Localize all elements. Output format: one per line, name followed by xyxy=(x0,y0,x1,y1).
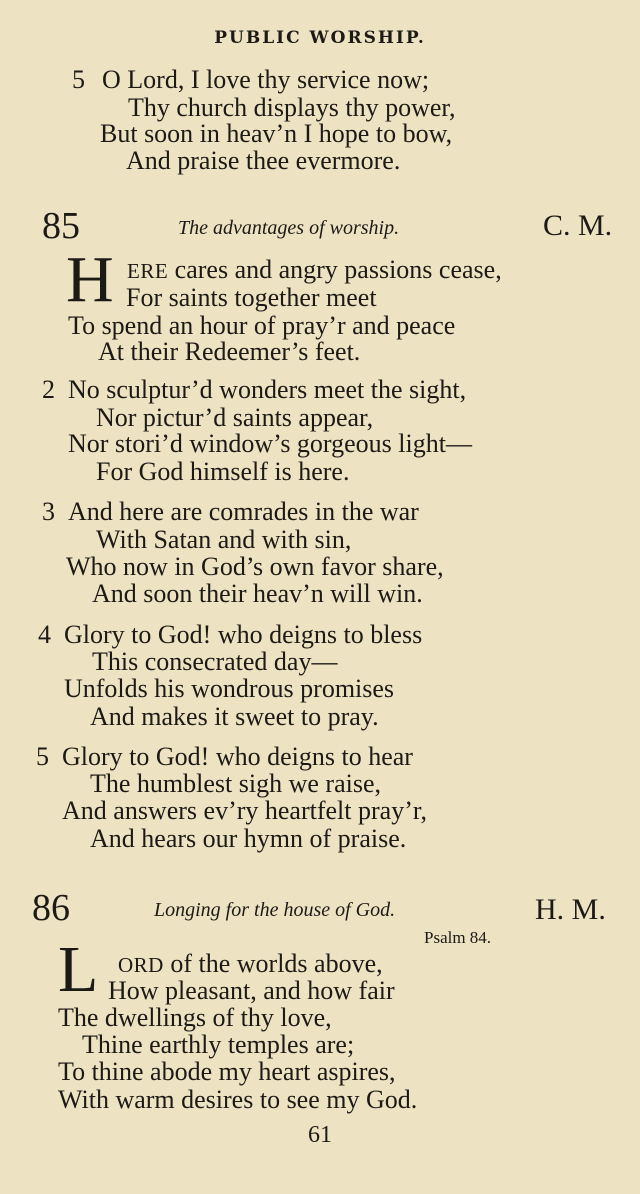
stanza-number: 5 xyxy=(72,65,85,94)
verse-line: And answers ev’ry heartfelt pray’r, xyxy=(62,796,427,825)
verse-line: And praise thee evermore. xyxy=(126,146,401,175)
drop-cap: H xyxy=(66,243,114,316)
verse-line: At their Redeemer’s feet. xyxy=(98,337,361,366)
verse-line-rest: of the worlds above, xyxy=(170,949,383,978)
verse-line: And makes it sweet to pray. xyxy=(90,702,379,731)
stanza-number: 4 xyxy=(38,620,51,649)
verse-line: With warm desires to see my God. xyxy=(58,1085,418,1114)
hymn-title: Longing for the house of God. xyxy=(154,899,396,921)
verse-line xyxy=(118,950,383,979)
verse-line: And soon their heav’n will win. xyxy=(92,579,423,608)
running-header: PUBLIC WORSHIP. xyxy=(214,28,426,48)
verse-line: For saints together meet xyxy=(126,283,377,312)
verse-line: Who now in God’s own favor share, xyxy=(66,552,444,581)
stanza-number: 5 xyxy=(36,742,49,771)
drop-cap: L xyxy=(58,933,99,1006)
verse-line: Glory to God! who deigns to bless xyxy=(64,620,423,649)
verse-line: No sculptur’d wonders meet the sight, xyxy=(68,375,467,404)
first-word-smallcaps: ORD xyxy=(118,953,164,977)
verse-line-rest: cares and angry passions cease, xyxy=(174,255,502,284)
first-word-smallcaps: ERE xyxy=(127,259,169,283)
verse-line: Thine earthly temples are; xyxy=(82,1030,355,1059)
verse-line: The humblest sigh we raise, xyxy=(90,769,381,798)
verse-line xyxy=(127,256,502,285)
verse-line: O Lord, I love thy service now; xyxy=(102,65,430,94)
hymn-number: 85 xyxy=(42,205,80,247)
stanza-number: 2 xyxy=(42,375,55,404)
hymn-number: 86 xyxy=(32,887,70,929)
verse-line: And here are comrades in the war xyxy=(68,497,419,526)
page-number: 61 xyxy=(308,1122,332,1148)
verse-line: Nor pictur’d saints appear, xyxy=(96,403,374,432)
stanza-number: 3 xyxy=(42,497,55,526)
psalm-reference: Psalm 84. xyxy=(424,928,492,947)
hymn-meter: C. M. xyxy=(543,209,613,242)
verse-line: With Satan and with sin, xyxy=(96,525,352,554)
verse-line: To thine abode my heart aspires, xyxy=(58,1057,396,1086)
hymn-meter: H. M. xyxy=(535,893,606,926)
verse-line: This consecrated day— xyxy=(92,647,338,676)
hymn-title: The advantages of worship. xyxy=(178,217,400,239)
verse-line: To spend an hour of pray’r and peace xyxy=(68,311,456,340)
verse-line: And hears our hymn of praise. xyxy=(90,824,407,853)
verse-line: But soon in heav’n I hope to bow, xyxy=(100,119,453,148)
verse-line: Unfolds his wondrous promises xyxy=(64,674,395,703)
verse-line: Glory to God! who deigns to hear xyxy=(62,742,413,771)
verse-line: Thy church displays thy power, xyxy=(128,93,456,122)
verse-line: How pleasant, and how fair xyxy=(108,976,395,1005)
verse-line: The dwellings of thy love, xyxy=(58,1003,332,1032)
verse-line: Nor stori’d window’s gorgeous light— xyxy=(68,429,472,458)
verse-line: For God himself is here. xyxy=(96,457,350,486)
